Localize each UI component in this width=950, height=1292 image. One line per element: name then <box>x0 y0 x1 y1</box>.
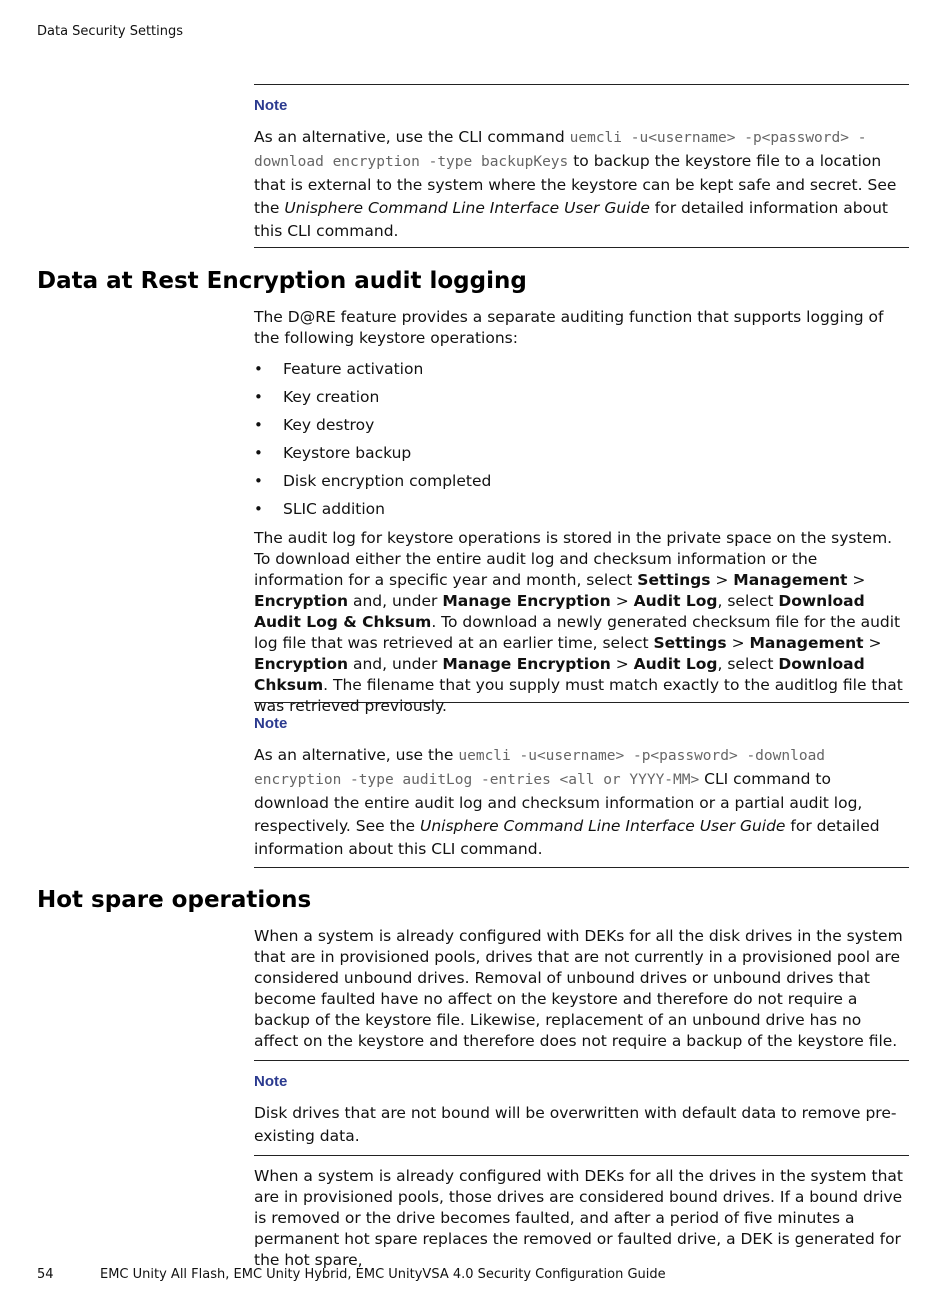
ui-path: Encryption <box>254 655 349 673</box>
text: . The filename that you supply must match exactly to the auditlog file that was retrieved previously. <box>254 676 903 715</box>
note-title: Note <box>254 715 288 732</box>
section-heading: Data at Rest Encryption audit logging <box>37 268 527 294</box>
list-item: • Keystore backup <box>254 443 909 471</box>
page-number: 54 <box>37 1267 54 1282</box>
list-item: • Key destroy <box>254 415 909 443</box>
ui-path: Management <box>749 634 864 652</box>
text: > <box>726 634 750 652</box>
ui-path: Manage Encryption <box>442 655 611 673</box>
note-box <box>254 84 909 248</box>
ui-path: Audit Log <box>633 655 718 673</box>
text: . To download a newly generated checksum file for the audit log file that was retrieved at an earlier time, select <box>254 613 901 652</box>
note-text-part: for detailed information about this CLI command. <box>254 199 889 240</box>
guide-title: Unisphere Command Line Interface User Guide <box>284 199 650 217</box>
intro-paragraph: The D@RE feature provides a separate auditing function that supports logging of the following keystore operations: <box>254 308 884 347</box>
running-header: Data Security Settings <box>37 24 184 39</box>
text: > <box>863 634 882 652</box>
note-text-part: As an alternative, use the <box>254 746 459 764</box>
note-text-part: for detailed information about this CLI command. <box>254 817 880 858</box>
text: > <box>610 655 634 673</box>
note-box <box>254 1060 909 1156</box>
list-item: • Key creation <box>254 387 909 415</box>
ui-path: Download Audit Log & Chksum <box>254 592 865 631</box>
note-text: Disk drives that are not bound will be overwritten with default data to remove pre-existing data. <box>254 1104 897 1145</box>
bound-drives-paragraph: When a system is already configured with DEKs for all the drives in the system that are in provisioned pools, those drives are considered bound drives. If a bound drive is removed or the drive becomes faulted, and after a period of five minutes a permanent hot spare replaces the removed or faulted drive, a DEK is generated for the hot spare, <box>254 1167 903 1269</box>
ui-path: Management <box>733 571 848 589</box>
page-footer <box>37 1267 666 1282</box>
operations-list <box>254 359 909 527</box>
note-text-part: CLI command to download the entire audit log and checksum information or a partial audit log, respectively. See the <box>254 770 863 835</box>
note-text-part: As an alternative, use the CLI command <box>254 128 570 146</box>
section-body <box>254 1166 909 1271</box>
ui-path: Download Chksum <box>254 655 865 694</box>
list-item: • Disk encryption completed <box>254 471 909 499</box>
audit-log-paragraph <box>254 528 909 717</box>
note-title: Note <box>254 1073 288 1090</box>
list-item: • Feature activation <box>254 359 909 387</box>
ui-path: Audit Log <box>633 592 718 610</box>
document-title: EMC Unity All Flash, EMC Unity Hybrid, EMC UnityVSA 4.0 Security Configuration Guide <box>100 1267 666 1282</box>
section-heading: Hot spare operations <box>37 887 312 913</box>
ui-path: Manage Encryption <box>442 592 611 610</box>
note-title: Note <box>254 97 288 114</box>
text: > <box>847 571 866 589</box>
note-text-part: to backup the keystore file to a location that is external to the system where the keystore can be kept safe and secret. See the <box>254 152 897 217</box>
text: > <box>610 592 634 610</box>
text: , select <box>717 592 779 610</box>
guide-title: Unisphere Command Line Interface User Guide <box>419 817 786 835</box>
text: , select <box>717 655 779 673</box>
ui-path: Settings <box>637 571 711 589</box>
note-box <box>254 702 909 868</box>
text: and, under <box>348 592 443 610</box>
list-item: • SLIC addition <box>254 499 909 527</box>
section-body <box>254 926 909 1052</box>
section-body <box>254 307 909 717</box>
text: and, under <box>348 655 443 673</box>
note-text <box>254 744 909 861</box>
cli-command: uemcli -u<username> -p<password> -download encryption -type auditLog -entries <all or YYYY-MM> <box>254 748 826 788</box>
note-text <box>254 126 909 243</box>
ui-path: Encryption <box>254 592 349 610</box>
text: > <box>710 571 734 589</box>
ui-path: Settings <box>653 634 727 652</box>
text: The audit log for keystore operations is stored in the private space on the system. To download either the entire audit log and checksum information or the information for a specific year and month, select <box>254 529 893 589</box>
cli-command: uemcli -u<username> -p<password> -download encryption -type backupKeys <box>254 130 867 170</box>
unbound-drives-paragraph: When a system is already configured with DEKs for all the disk drives in the system that are in provisioned pools, drives that are not currently in a provisioned pool are considered unbound drives. Removal of unbound drives or unbound drives that become faulted have no affect on the keystore and therefore do not require a backup of the keystore file. Likewise, replacement of an unbound drive has no affect on the keystore and therefore does not require a backup of the keystore file. <box>254 927 903 1050</box>
